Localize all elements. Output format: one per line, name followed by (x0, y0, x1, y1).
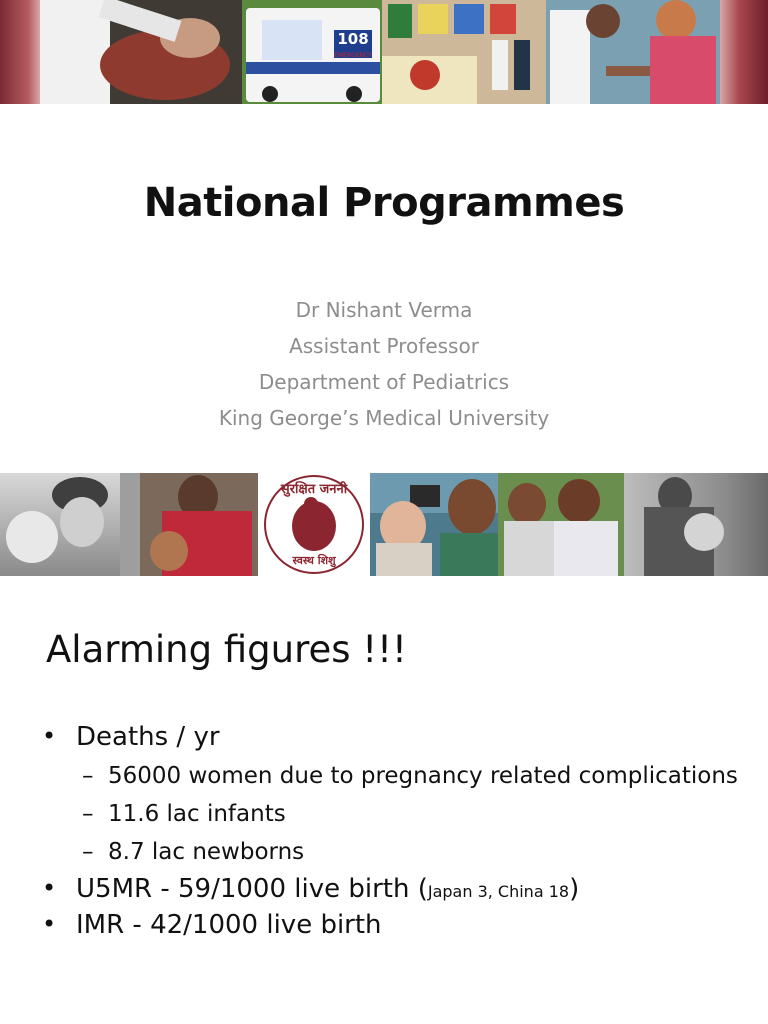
health-worker-with-mother-photo (546, 0, 720, 104)
strip-edge-right (720, 0, 768, 104)
vintage-mother-child-photo (0, 473, 258, 576)
mother-and-child-outdoor-photo (498, 473, 624, 576)
sub-bullet-text: 56000 women due to pregnancy related complications (108, 763, 738, 789)
baby-with-mother-photo (370, 473, 498, 576)
bullet-u5mr (42, 874, 748, 904)
ambulance-108-photo (242, 0, 382, 104)
logo-text-bottom: स्वस्थ शिशु (292, 554, 336, 567)
dash-icon: – (82, 839, 94, 865)
nurse-with-newborn-photo (40, 0, 242, 104)
sub-bullet-text: 11.6 lac infants (108, 801, 286, 827)
dash-icon: – (82, 801, 94, 827)
sub-bullet-text: 8.7 lac newborns (108, 839, 305, 865)
section-title: Alarming figures !!! (46, 628, 407, 671)
author-name: Dr Nishant Verma (295, 298, 473, 322)
author-university: King George’s Medical University (218, 406, 550, 430)
mother-feeding-baby-photo (624, 473, 768, 576)
health-camp-photo (382, 0, 546, 104)
bullet-dot-icon: • (42, 910, 57, 938)
bullet-dot-icon: • (42, 874, 57, 902)
bullet-imr-text: IMR - 42/1000 live birth (76, 910, 382, 940)
bullet-u5mr-text: U5MR - 59/1000 live birth (Japan 3, China 18) (76, 874, 580, 904)
strip-edge-left (0, 0, 40, 104)
bullet-imr (42, 910, 748, 940)
sub-bullet (82, 796, 748, 832)
bottom-photo-strip (0, 473, 768, 576)
bullet-deaths (42, 722, 748, 752)
ambulance-number: 108 (337, 30, 369, 48)
author-position: Assistant Professor (289, 334, 479, 358)
u5mr-note: Japan 3, China 18 (427, 882, 570, 901)
bullet-deaths-text: Deaths / yr (76, 722, 220, 752)
top-photo-strip (0, 0, 768, 104)
dash-icon: – (82, 763, 94, 789)
author-department: Department of Pediatrics (258, 370, 510, 394)
bullet-list (42, 722, 748, 946)
bullet-dot-icon: • (42, 722, 57, 750)
logo-text-top: सुरक्षित जननी (280, 482, 348, 497)
sub-bullet (82, 834, 748, 870)
sub-bullet (82, 758, 748, 794)
ambulance-sub: EMERGENCY (334, 52, 372, 59)
author-block (0, 292, 768, 436)
slide-title: National Programmes (143, 180, 625, 226)
surakshit-janani-logo (258, 473, 370, 576)
